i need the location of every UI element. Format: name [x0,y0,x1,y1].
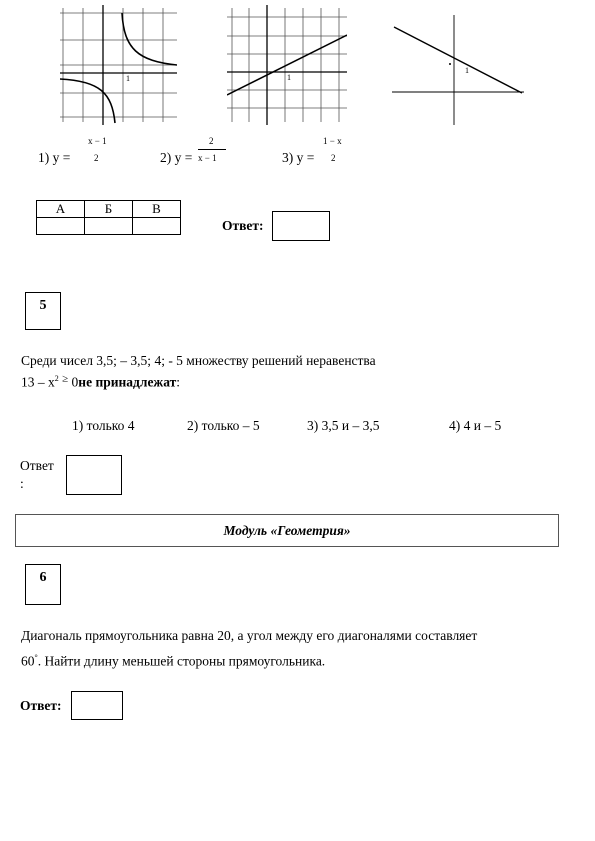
task-5-number: 5 [25,292,61,330]
graph-hyperbola [60,5,177,125]
task-6-degree: ° [34,653,38,662]
formula-2-numerator: 2 [209,136,214,146]
task-6-number: 6 [25,564,61,605]
formula-2-denominator: x − 1 [198,153,217,163]
task-5-line1: Среди чисел 3,5; – 3,5; 4; - 5 множеству решений неравенства [21,353,376,368]
answer-label-4: Ответ: [222,218,264,233]
task-5-geq-sign: ≥ [62,372,69,385]
graph3-tick-label: 1 [465,66,469,75]
formula-1-prefix: 1) y = [38,150,71,165]
task-6-angle: 60 [21,653,35,669]
task-5-answer-label [20,457,54,493]
answer-cell-b[interactable] [85,218,133,235]
task-5-answer-box[interactable] [66,455,122,495]
formula-2-fraction-bar [198,149,226,150]
task-5-bold-phrase: не принадлежат [78,374,177,390]
task-5-exponent: 2 [54,374,59,383]
answer-table-header-b: Б [85,201,133,218]
graph2-tick-label: 1 [287,73,291,82]
task-5-option-3: 3) 3,5 и – 3,5 [307,418,380,433]
formula-3-numerator: 1 − x [323,136,342,146]
task-6-line2 [21,653,325,670]
task-5-option-1: 1) только 4 [72,418,135,433]
task-5-zero: 0 [71,374,79,390]
graph-decreasing-line [392,15,524,125]
formula-2 [160,150,192,166]
formula-3 [282,150,314,166]
task-6-answer-box[interactable] [71,691,123,720]
formula-1-denominator: 2 [94,153,99,163]
answer-table-header-a: А [37,201,85,218]
task-5-line2 [21,374,180,391]
task-5-answer-label-line2: : [20,476,24,491]
task-5-option-2: 2) только – 5 [187,418,260,433]
task-5-expression: 13 – x [21,374,55,390]
answer-cell-v[interactable] [133,218,181,235]
task-5-option-4: 4) 4 и – 5 [449,418,502,433]
formula-1 [38,150,70,166]
answer-table-header-v: В [133,201,181,218]
task-6-line1: Диагональ прямоугольника равна 20, а угол между его диагоналями составляет [21,628,478,643]
answer-table [36,200,181,235]
formula-1-numerator: x − 1 [88,136,107,146]
task-5-answer-label-line1: Ответ [20,458,54,473]
task-6-question: . Найти длину меньшей стороны прямоугольника. [37,653,326,669]
module-title: Модуль «Геометрия» [15,514,559,547]
formula-3-prefix: 3) y = [282,150,315,165]
graph1-tick-label: 1 [126,74,130,83]
answer-box-4[interactable] [272,211,330,241]
formula-2-prefix: 2) y = [160,150,193,165]
formula-3-denominator: 2 [331,153,336,163]
task-6-answer-label: Ответ: [20,698,62,713]
task-5-colon: : [176,374,181,390]
answer-cell-a[interactable] [37,218,85,235]
graph-increasing-line [227,5,347,125]
